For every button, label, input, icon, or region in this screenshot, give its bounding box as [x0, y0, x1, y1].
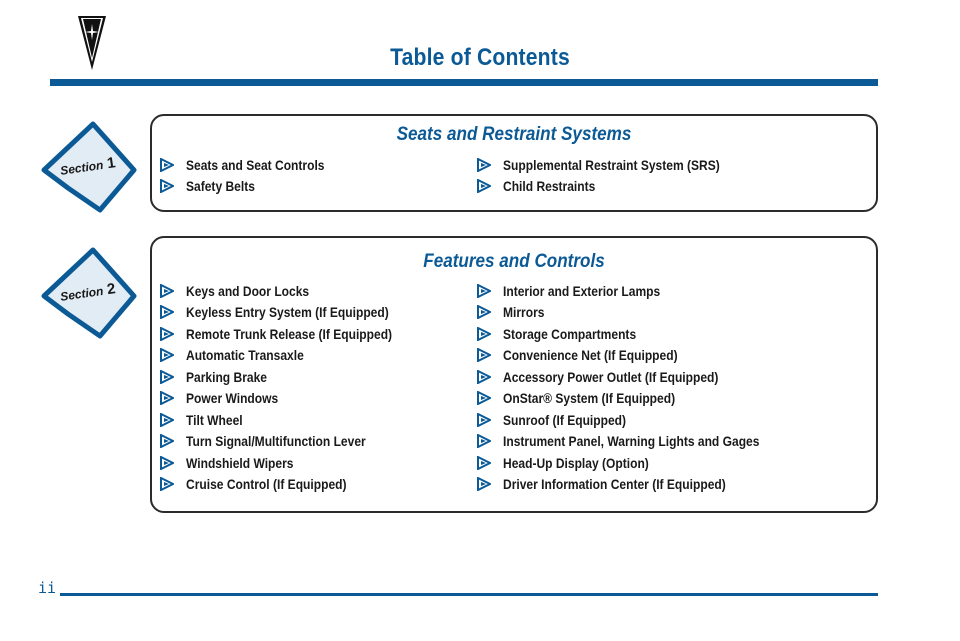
- arrow-bullet-icon: [160, 158, 174, 172]
- list-item[interactable]: Automatic Transaxle: [160, 345, 426, 367]
- arrow-bullet-icon: [160, 327, 174, 341]
- arrow-bullet-icon: [477, 284, 491, 298]
- arrow-bullet-icon: [160, 413, 174, 427]
- list-item[interactable]: Turn Signal/Multifunction Lever: [160, 431, 426, 453]
- list-item[interactable]: Instrument Panel, Warning Lights and Gages: [477, 431, 801, 453]
- arrow-bullet-icon: [477, 456, 491, 470]
- arrow-bullet-icon: [477, 477, 491, 491]
- page-title: Table of Contents: [390, 44, 570, 71]
- list-item[interactable]: Parking Brake: [160, 366, 426, 388]
- list-item[interactable]: Power Windows: [160, 388, 426, 410]
- title-divider: [50, 79, 878, 86]
- section-1-right-list: [477, 154, 755, 197]
- list-item[interactable]: Remote Trunk Release (If Equipped): [160, 323, 426, 345]
- list-item[interactable]: Driver Information Center (If Equipped): [477, 474, 801, 496]
- arrow-bullet-icon: [160, 391, 174, 405]
- footer-divider: [60, 593, 878, 596]
- arrow-bullet-icon: [477, 370, 491, 384]
- arrow-bullet-icon: [160, 348, 174, 362]
- arrow-bullet-icon: [160, 179, 174, 193]
- list-item[interactable]: Accessory Power Outlet (If Equipped): [477, 366, 801, 388]
- list-item[interactable]: Cruise Control (If Equipped): [160, 474, 426, 496]
- list-item[interactable]: Windshield Wipers: [160, 452, 426, 474]
- list-item[interactable]: Interior and Exterior Lamps: [477, 280, 801, 302]
- section-1-title: Seats and Restraint Systems: [396, 124, 632, 145]
- list-item[interactable]: Storage Compartments: [477, 323, 801, 345]
- page-number: ii: [38, 579, 57, 597]
- arrow-bullet-icon: [477, 413, 491, 427]
- arrow-bullet-icon: [160, 284, 174, 298]
- list-item[interactable]: Keys and Door Locks: [160, 280, 426, 302]
- arrow-bullet-icon: [477, 434, 491, 448]
- list-item[interactable]: Sunroof (If Equipped): [477, 409, 801, 431]
- arrow-bullet-icon: [477, 327, 491, 341]
- section-2-title: Features and Controls: [423, 251, 605, 272]
- list-item[interactable]: Seats and Seat Controls: [160, 154, 347, 176]
- arrow-bullet-icon: [160, 477, 174, 491]
- list-item[interactable]: Child Restraints: [477, 176, 755, 198]
- arrow-bullet-icon: [160, 434, 174, 448]
- list-item[interactable]: OnStar® System (If Equipped): [477, 388, 801, 410]
- arrow-bullet-icon: [477, 391, 491, 405]
- section-2-left-list: [160, 280, 426, 495]
- arrow-bullet-icon: [477, 305, 491, 319]
- list-item[interactable]: Convenience Net (If Equipped): [477, 345, 801, 367]
- section-2-right-list: [477, 280, 801, 495]
- list-item[interactable]: Tilt Wheel: [160, 409, 426, 431]
- list-item[interactable]: Supplemental Restraint System (SRS): [477, 154, 755, 176]
- arrow-bullet-icon: [160, 305, 174, 319]
- section-1-tab-label: Section 1: [59, 154, 117, 178]
- arrow-bullet-icon: [477, 179, 491, 193]
- list-item[interactable]: Keyless Entry System (If Equipped): [160, 302, 426, 324]
- list-item[interactable]: Mirrors: [477, 302, 801, 324]
- arrow-bullet-icon: [477, 158, 491, 172]
- section-2-tab-label: Section 2: [59, 280, 117, 304]
- section-2-box: [150, 236, 878, 513]
- list-item[interactable]: Safety Belts: [160, 176, 347, 198]
- arrow-bullet-icon: [160, 370, 174, 384]
- section-1-box: [150, 114, 878, 212]
- arrow-bullet-icon: [160, 456, 174, 470]
- section-1-left-list: [160, 154, 347, 197]
- list-item[interactable]: Head-Up Display (Option): [477, 452, 801, 474]
- arrow-bullet-icon: [477, 348, 491, 362]
